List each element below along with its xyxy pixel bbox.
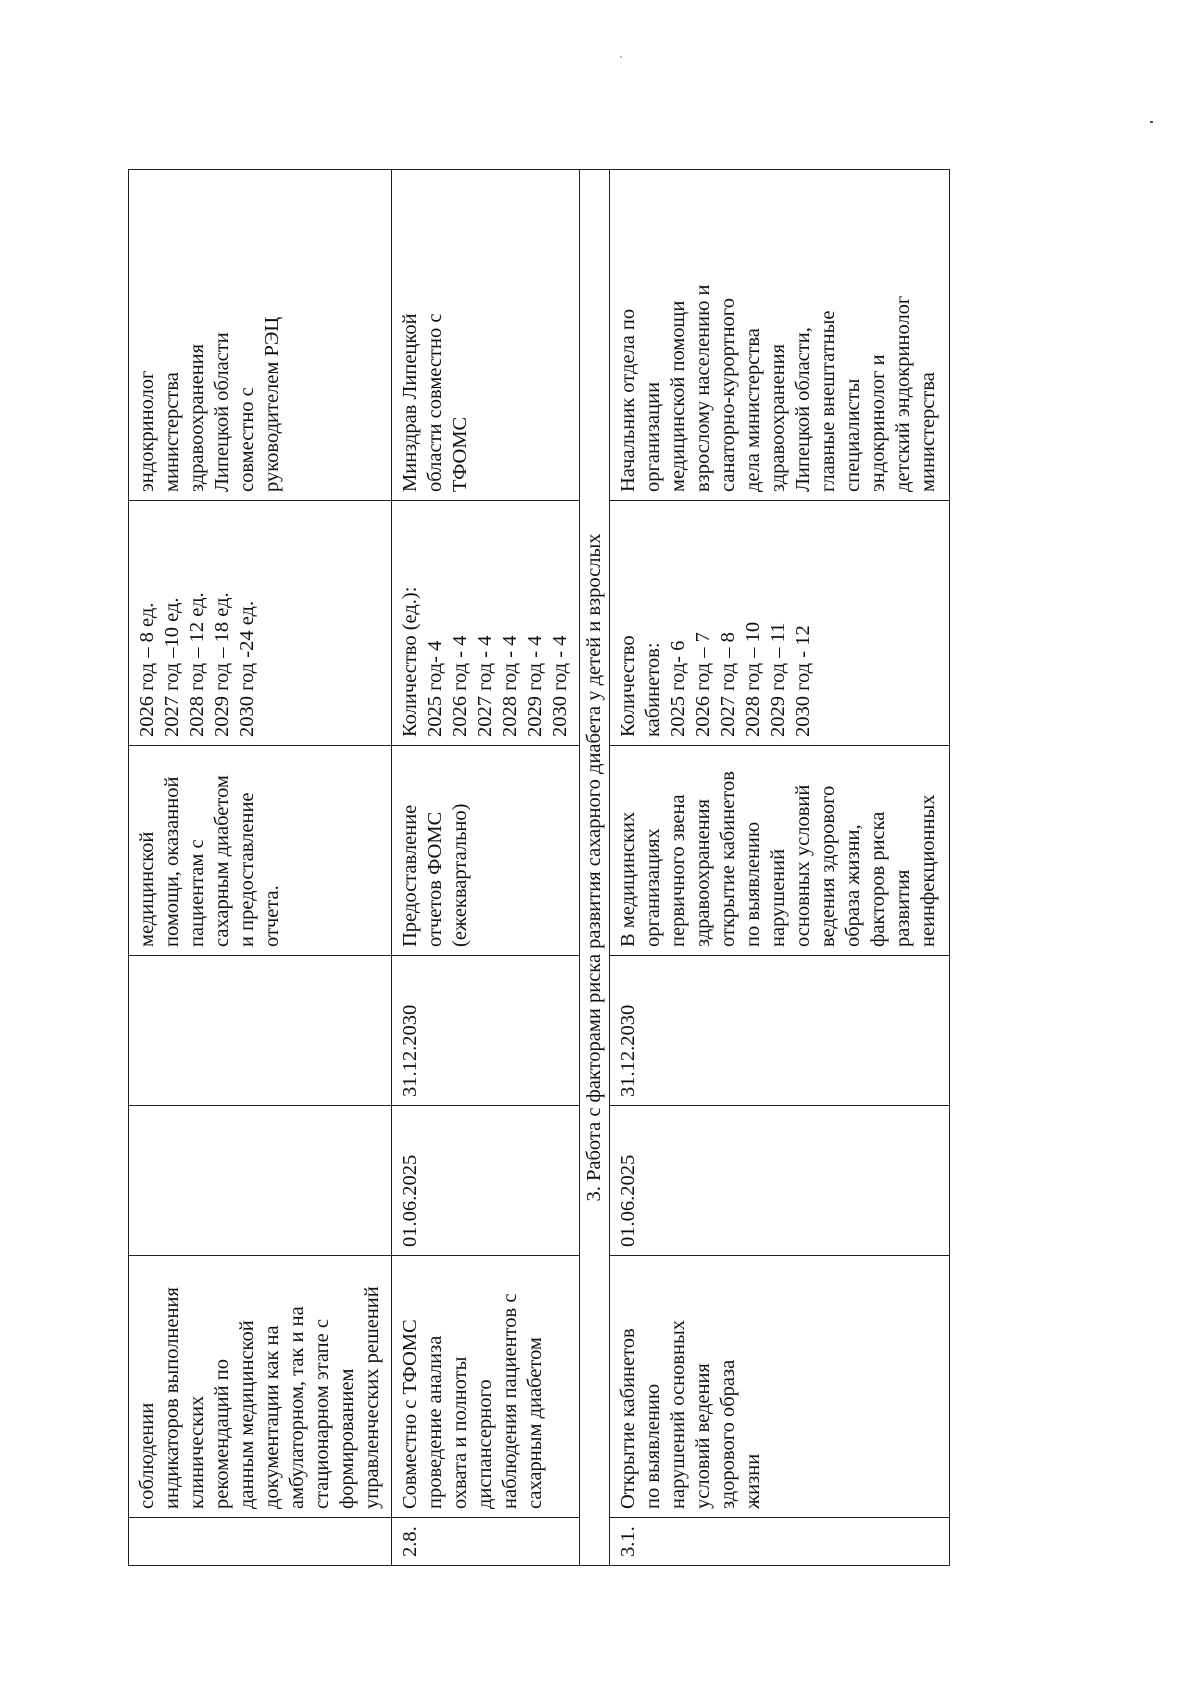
action-plan-table [128,169,950,1566]
cell-end-date: 31.12.2030 [392,956,580,1106]
cell-activity: Открытие кабинетов по выявлению нарушений основных условий ведения здорового образа жизни [610,1256,950,1518]
cell-indicator: Количество (ед.): 2025 год- 4 2026 год - 4 2027 год - 4 2028 год - 4 2029 год - 4 2030 год - 4 [392,501,580,746]
cell-responsible: Начальник отдела по организации медицинской помощи взрослому населению и санаторно-курортного дела министерства здравоохранения Липецкой области, главные внештатные специалисты эндокринолог и детский эндокринолог министерства [610,170,950,501]
cell-result: Предоставление отчетов ФОМС (ежеквартально) [392,746,580,956]
cell-start-date [129,1106,392,1256]
cell-number: 3.1. [610,1518,950,1566]
cell-start-date: 01.06.2025 [610,1106,950,1256]
table-row-continued [129,170,392,1566]
cell-responsible: Минздрав Липецкой области совместно с ТФОМС [392,170,580,501]
cell-indicator: Количество кабинетов: 2025 год- 6 2026 год – 7 2027 год – 8 2028 год – 10 2029 год – 11 2030 год - 12 [610,501,950,746]
scan-speck [620,56,622,58]
cell-activity: соблюдении индикаторов выполнения клинических рекомендаций по данным медицинской документации как на амбулаторном, так и на стационарном этапе с формированием управленческих решений [129,1256,392,1518]
cell-number [129,1518,392,1566]
section-header-row [580,170,610,1566]
cell-end-date: 31.12.2030 [610,956,950,1106]
table-row-3-1 [610,170,950,1566]
cell-end-date [129,956,392,1106]
cell-number: 2.8. [392,1518,580,1566]
scan-speck [1150,121,1153,123]
cell-responsible: эндокринолог министерства здравоохранения Липецкой области совместно с руководителем РЭЦ [129,170,392,501]
section-title: 3. Работа с факторами риска развития сахарного диабета у детей и взрослых [580,170,610,1566]
cell-result: В медицинских организациях первичного звена здравоохранения открытие кабинетов по выявлению нарушений основных условий ведения здорового образа жизни, факторов риска развития неинфекционных [610,746,950,956]
cell-start-date: 01.06.2025 [392,1106,580,1256]
cell-indicator: 2026 год – 8 ед. 2027 год –10 ед. 2028 год – 12 ед. 2029 год – 18 ед. 2030 год -24 ед. [129,501,392,746]
cell-result: медицинской помощи, оказанной пациентам с сахарным диабетом и предоставление отчета. [129,746,392,956]
rotated-page [128,170,976,1566]
cell-activity: Совместно с ТФОМС проведение анализа охвата и полноты диспансерного наблюдения пациентов с сахарным диабетом [392,1256,580,1518]
table-row-2-8 [392,170,580,1566]
